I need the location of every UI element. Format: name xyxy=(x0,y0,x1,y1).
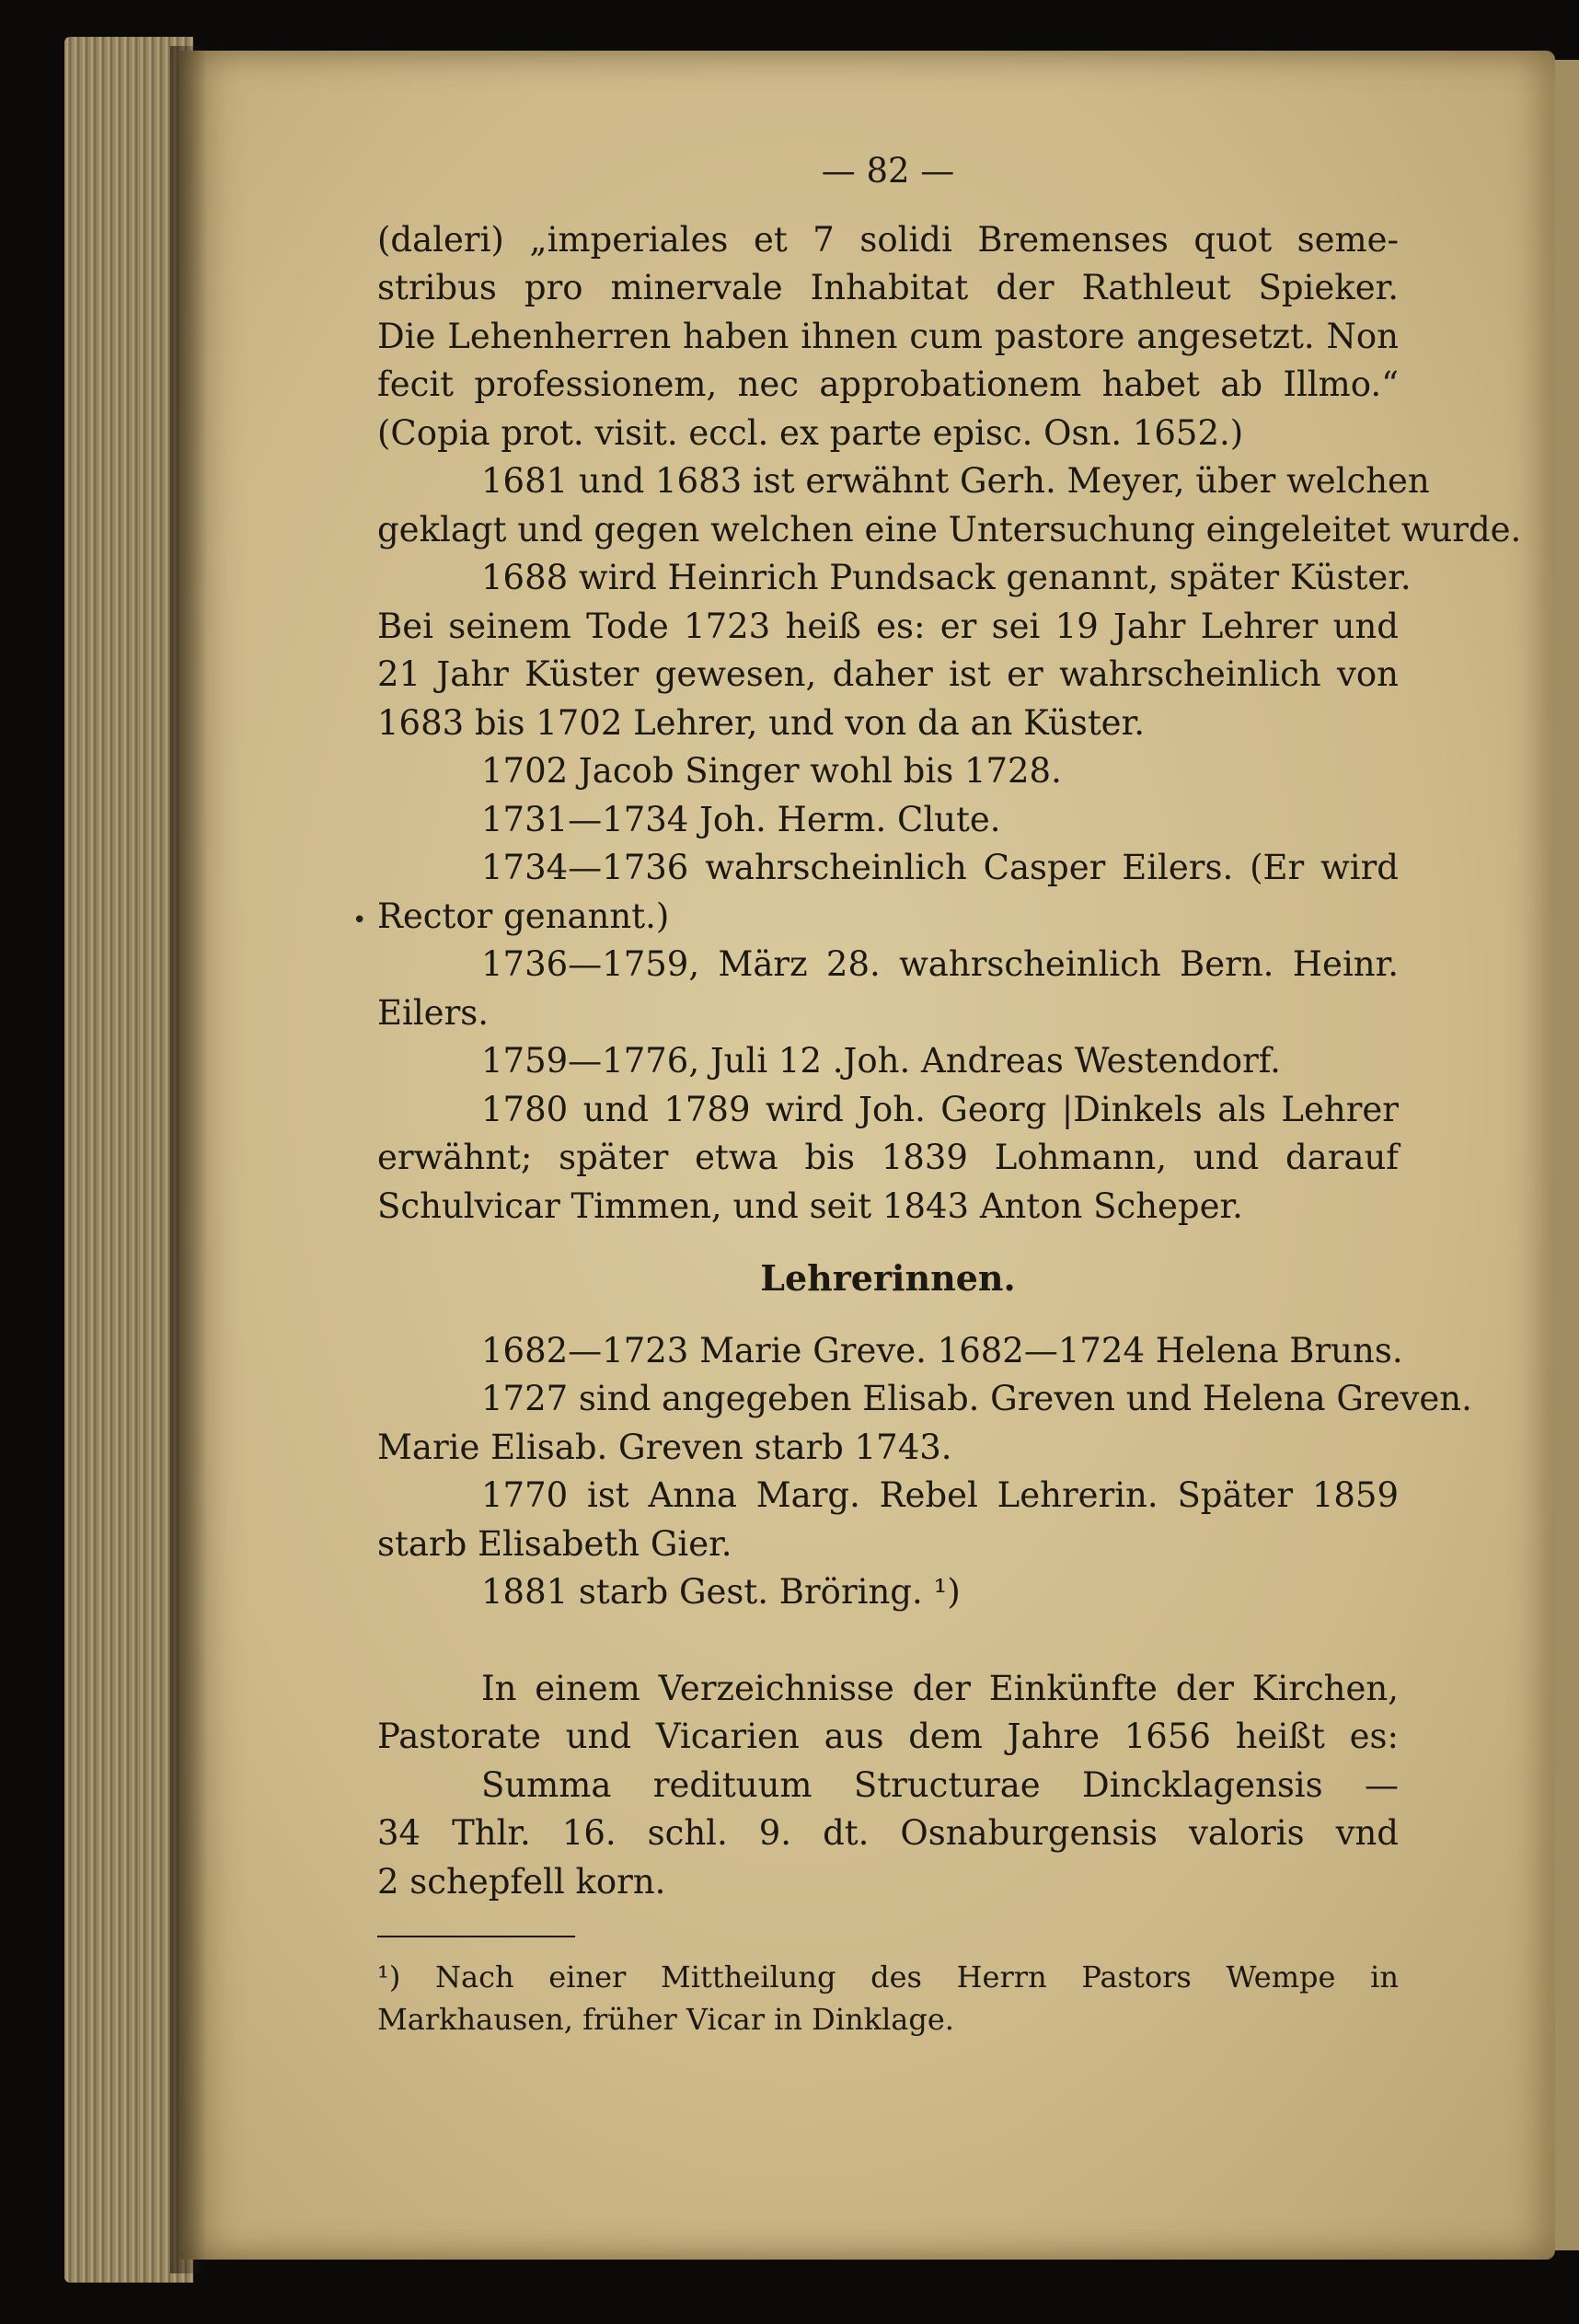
text-line: 1688 wird Heinrich Pundsack genannt, später Küster. xyxy=(481,558,1412,597)
text-line: starb Elisabeth Gier. xyxy=(377,1523,732,1564)
text-line: Eilers. xyxy=(377,992,490,1033)
text-line: 1759—1776, Juli 12 .Joh. Andreas Westendorf. xyxy=(481,1041,1281,1081)
text-line: 1881 starb Gest. Bröring. ¹) xyxy=(481,1572,961,1612)
margin-mark: • xyxy=(352,907,367,934)
footnote-line: ¹) Nach einer Mittheilung des Herrn Pastors Wempe in xyxy=(377,1960,1399,1994)
text-line: Marie Elisab. Greven starb 1743. xyxy=(377,1427,952,1467)
text-line: stribus pro minervale Inhabitat der Rathleut Spieker. xyxy=(377,268,1399,307)
text-line: 34 Thlr. 16. schl. 9. dt. Osnaburgensis valoris vnd xyxy=(377,1813,1399,1853)
paragraph-gap xyxy=(377,1617,1399,1665)
next-page-edge xyxy=(1555,60,1579,2250)
footnote-rule xyxy=(377,1936,575,1937)
text-line: (daleri) „imperiales et 7 solidi Bremenses quot seme- xyxy=(377,219,1399,260)
text-line: 1770 ist Anna Marg. Rebel Lehrerin. Später 1859 xyxy=(481,1475,1399,1515)
text-line: Die Lehenherren haben ihnen cum pastore angesetzt. Non xyxy=(377,316,1399,356)
text-line: 1734—1736 wahrscheinlich Casper Eilers. (Er wird xyxy=(481,848,1399,887)
text-line: geklagt und gegen welchen eine Untersuchung eingeleitet wurde. xyxy=(377,509,1522,549)
text-line: Schulvicar Timmen, und seit 1843 Anton Scheper. xyxy=(377,1185,1243,1226)
text-line: Rector genannt.) xyxy=(377,896,670,936)
text-line: fecit professionem, nec approbationem habet ab Illmo.“ xyxy=(377,364,1399,404)
footnote-line: Markhausen, früher Vicar in Dinklage. xyxy=(377,2002,954,2037)
text-line: Pastorate und Vicarien aus dem Jahre 1656 heißt es: xyxy=(377,1717,1399,1756)
text-line: 2 schepfell korn. xyxy=(377,1861,666,1902)
text-line: erwähnt; später etwa bis 1839 Lohmann, und darauf xyxy=(377,1138,1399,1177)
text-line: 1727 sind angegeben Elisab. Greven und Helena Greven. xyxy=(481,1379,1472,1418)
page-text xyxy=(377,147,1522,2041)
text-line: Bei seinem Tode 1723 heiß es: er sei 19 Jahr Lehrer und xyxy=(377,606,1399,646)
text-line: (Copia prot. visit. eccl. ex parte episc. Osn. 1652.) xyxy=(377,412,1244,453)
section-heading: Lehrerinnen. xyxy=(760,1257,1016,1299)
text-line: 1683 bis 1702 Lehrer, und von da an Küster. xyxy=(377,702,1145,743)
spine-shadow xyxy=(170,46,207,2273)
text-line: 1682—1723 Marie Greve. 1682—1724 Helena Bruns. xyxy=(481,1330,1403,1370)
text-line: 1702 Jacob Singer wohl bis 1728. xyxy=(481,751,1062,791)
page-number: — 82 — xyxy=(821,151,955,191)
text-line: 1681 und 1683 ist erwähnt Gerh. Meyer, über welchen xyxy=(481,461,1430,501)
text-line: In einem Verzeichnisse der Einkünfte der Kirchen, xyxy=(481,1668,1399,1708)
text-line: 21 Jahr Küster gewesen, daher ist er wahrscheinlich von xyxy=(377,654,1399,694)
text-line: 1736—1759, März 28. wahrscheinlich Bern. Heinr. xyxy=(481,944,1399,984)
text-line: Summa redituum Structurae Dincklagensis — xyxy=(481,1764,1399,1805)
text-line: 1731—1734 Joh. Herm. Clute. xyxy=(481,799,1001,839)
text-line: 1780 und 1789 wird Joh. Georg |Dinkels als Lehrer xyxy=(481,1089,1399,1129)
